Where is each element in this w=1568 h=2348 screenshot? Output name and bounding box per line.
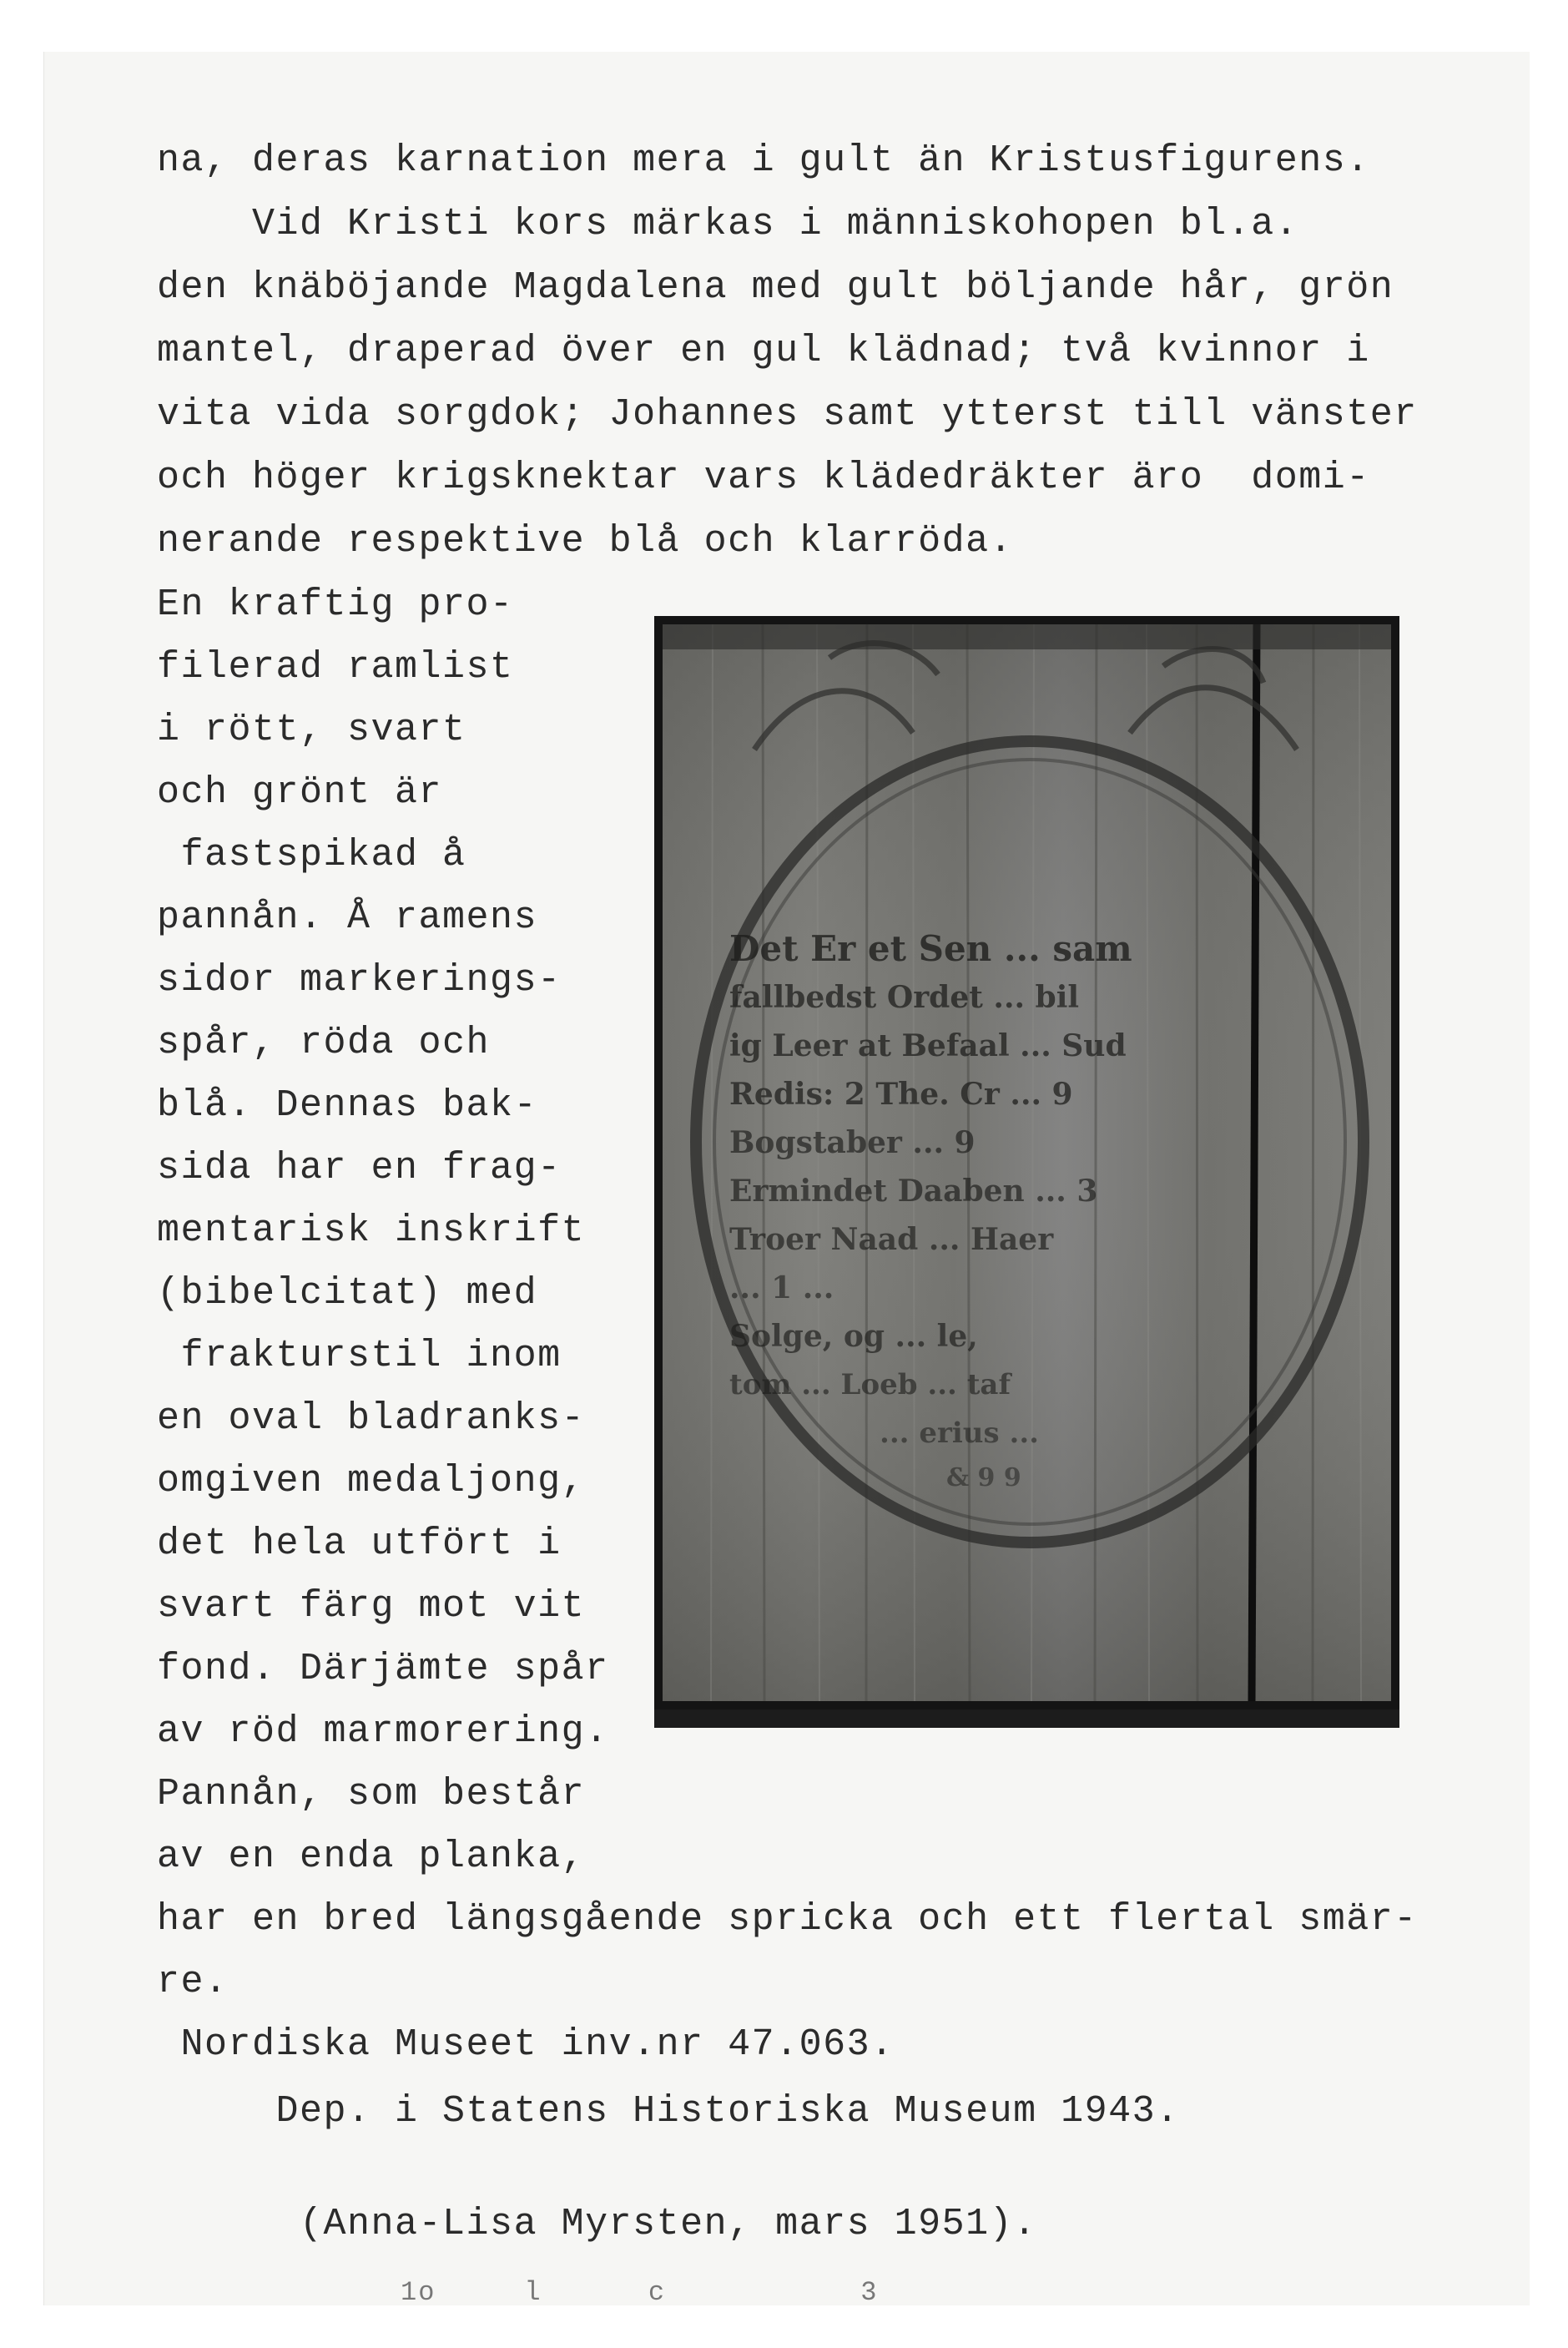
text-line: Vid Kristi kors märkas i människohopen bl.a.: [157, 203, 1299, 245]
text-line: sida har en frag-: [157, 1147, 562, 1189]
text-line: har en bred längsgående spricka och ett flertal smär-: [157, 1898, 1418, 1941]
text-line: i rött, svart: [157, 709, 466, 751]
text-line: frakturstil inom: [157, 1335, 562, 1377]
text-line: fond. Därjämte spår: [157, 1648, 609, 1690]
photo-bottom-edge: [654, 1709, 1399, 1728]
text-line: av röd marmorering.: [157, 1710, 609, 1753]
inscription-line: ig Leer at Befaal ... Sud: [729, 1028, 1127, 1063]
text-line: blå. Dennas bak-: [157, 1084, 538, 1127]
text-line: Pannån, som består: [157, 1773, 586, 1815]
text-line: den knäböjande Magdalena med gult böljande hår, grön: [157, 266, 1394, 309]
text-line: pannån. Å ramens: [157, 896, 538, 939]
text-line: mentarisk inskrift: [157, 1209, 586, 1252]
inscription-line: Redis: 2 The. Cr ... 9: [729, 1077, 1073, 1112]
inscription-line: Ermindet Daaben ... 3: [729, 1174, 1098, 1209]
text-line: re.: [157, 1961, 229, 2003]
inscription-line: tom ... Loeb ... taf: [729, 1368, 1011, 1401]
text-line: En kraftig pro-: [157, 583, 514, 626]
inscription-line: Solge, og ... le,: [729, 1319, 978, 1354]
wooden-panel: [663, 624, 1391, 1701]
inscription-line: Det Er et Sen ... sam: [729, 928, 1132, 969]
text-line: det hela utfört i: [157, 1522, 562, 1565]
text-line: mantel, draperad över en gul klädnad; två kvinnor i: [157, 330, 1370, 372]
panel-photograph: [654, 616, 1399, 1728]
author-signature: (Anna-Lisa Myrsten, mars 1951).: [157, 2203, 1037, 2245]
deposit-note: Dep. i Statens Historiska Museum 1943.: [157, 2090, 1180, 2133]
text-line: sidor markerings-: [157, 959, 562, 1002]
inscription-line: Troer Naad ... Haer: [729, 1222, 1054, 1257]
text-line: na, deras karnation mera i gult än Kristusfigurens.: [157, 139, 1370, 182]
text-line: svart färg mot vit: [157, 1585, 586, 1628]
text-line: vita vida sorgdok; Johannes samt ytterst till vänster: [157, 393, 1418, 436]
text-line: fastspikad å: [157, 834, 466, 876]
text-line: av en enda planka,: [157, 1835, 586, 1878]
text-line: omgiven medaljong,: [157, 1460, 586, 1502]
text-line: (bibelcitat) med: [157, 1272, 538, 1315]
text-line: filerad ramlist: [157, 646, 514, 689]
inscription-line: fallbedst Ordet ... bil: [729, 980, 1080, 1015]
inscription-line: ... 1 ...: [729, 1270, 834, 1305]
footer-marks: 1o l c 3: [401, 2277, 879, 2308]
inscription-line: Bogstaber ... 9: [729, 1125, 976, 1160]
inscription: [729, 925, 1330, 1499]
text-line: nerande respektive blå och klarröda.: [157, 520, 1014, 563]
text-line: och höger krigsknektar vars klädedräkter äro domi-: [157, 457, 1370, 499]
text-line: och grönt är: [157, 771, 443, 814]
inventory-number: Nordiska Museet inv.nr 47.063.: [157, 2023, 895, 2066]
text-line: en oval bladranks-: [157, 1397, 586, 1440]
inscription-line: ... erius ...: [880, 1416, 1040, 1450]
text-line: spår, röda och: [157, 1022, 491, 1064]
inscription-line: & 9 9: [946, 1463, 1021, 1492]
